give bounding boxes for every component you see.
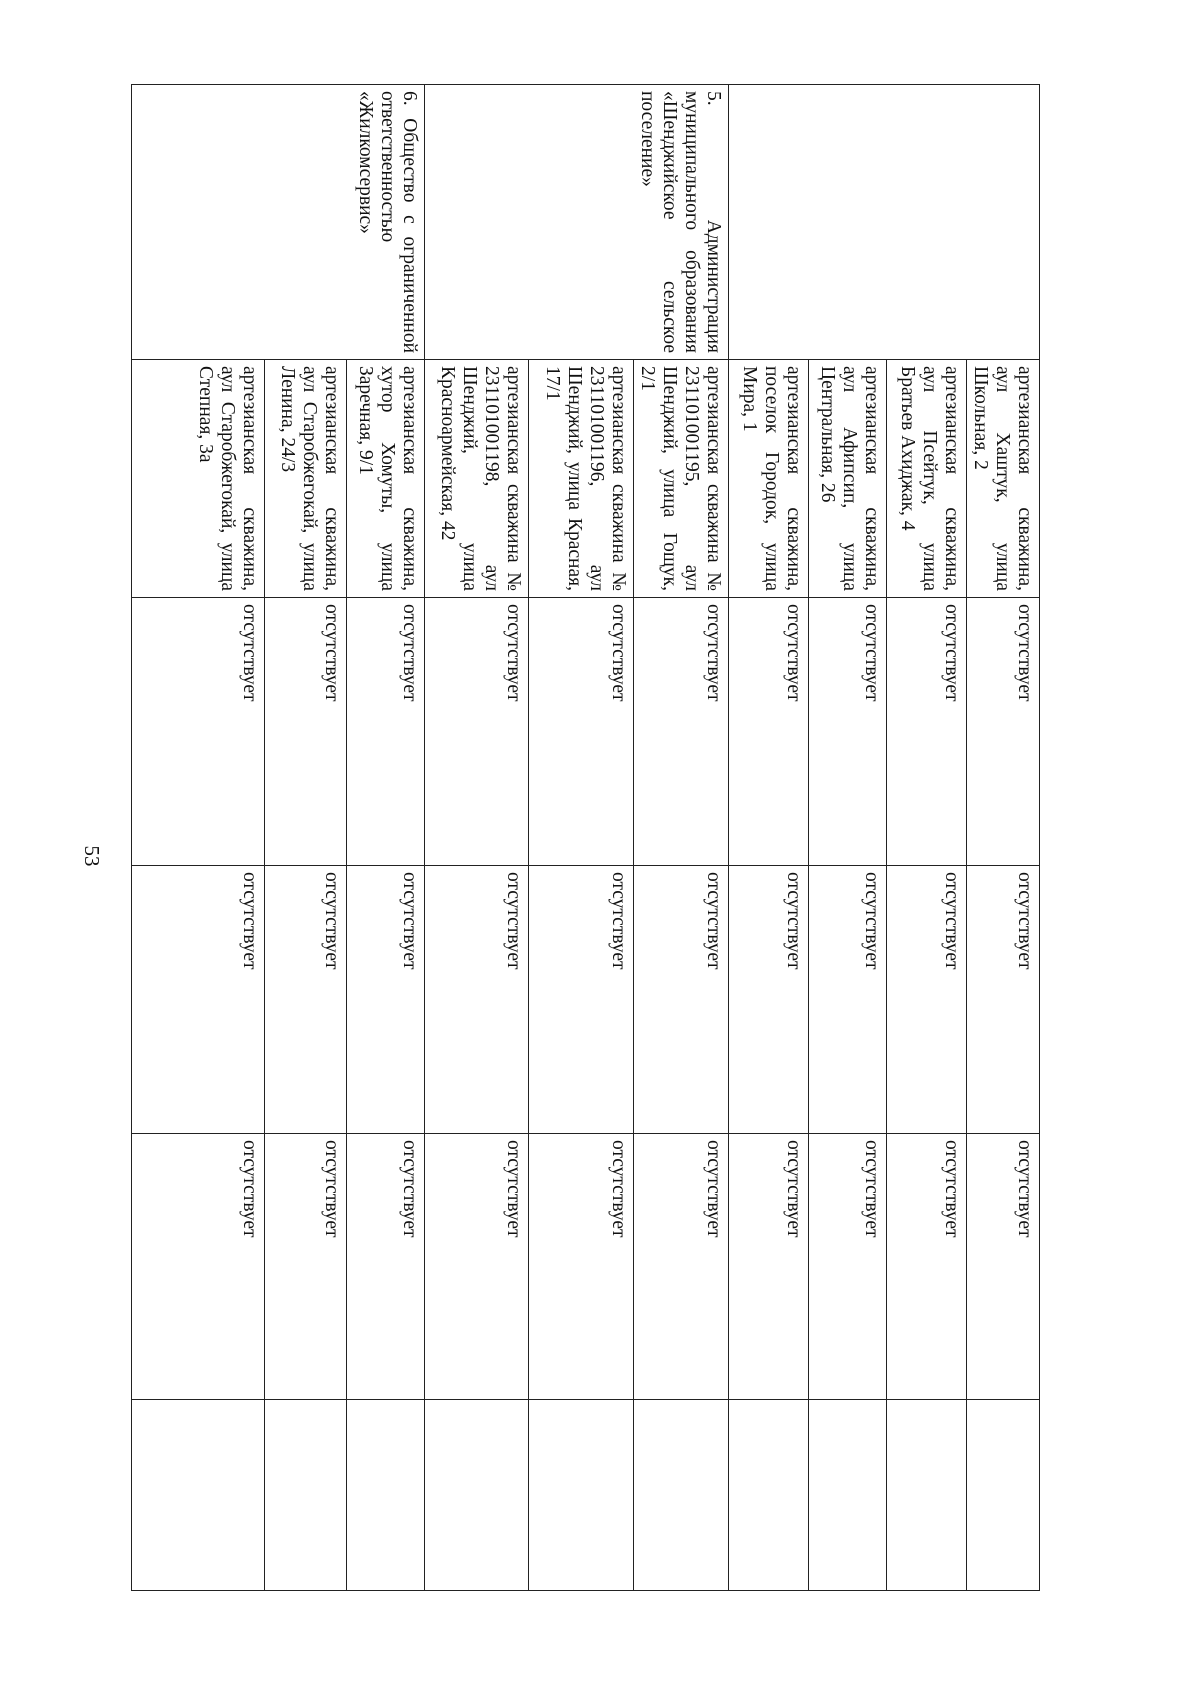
col3-cell: отсутствует (264, 598, 346, 866)
col5-cell: отсутствует (728, 1134, 808, 1400)
facility-cell: артезианская скважина, хутор Хомуты, улица Заречная, 9/1 (346, 360, 424, 598)
col5-cell: отсутствует (131, 1134, 264, 1400)
col5-cell: отсутствует (528, 1134, 633, 1400)
col3-cell: отсутствует (346, 598, 424, 866)
facility-cell: артезианская скважина, аул Хаштук, улица Школьная, 2 (966, 360, 1039, 598)
col6-cell (131, 1400, 264, 1591)
col3-cell: отсутствует (633, 598, 728, 866)
water-sources-table (131, 84, 1040, 1591)
facility-cell: артезианская скважина, аул Афипсип, улица Центральная, 26 (808, 360, 886, 598)
col5-cell: отсутствует (886, 1134, 966, 1400)
organization-cell: 6. Общество с ограниченной ответственностью «Жилкомсервис» (131, 85, 424, 360)
table-row (346, 85, 424, 1591)
col4-cell: отсутствует (633, 866, 728, 1134)
facility-cell: артезианская скважина № 231101001198, аул Шенджий, улица Красноармейская, 42 (424, 360, 528, 598)
facility-cell: артезианская скважина, аул Псейтук, улица Братьев Ахиджак, 4 (886, 360, 966, 598)
col5-cell: отсутствует (264, 1134, 346, 1400)
col3-cell: отсутствует (424, 598, 528, 866)
col4-cell: отсутствует (886, 866, 966, 1134)
col3-cell: отсутствует (131, 598, 264, 866)
col4-cell: отсутствует (528, 866, 633, 1134)
col6-cell (424, 1400, 528, 1591)
col6-cell (633, 1400, 728, 1591)
col4-cell: отсутствует (728, 866, 808, 1134)
col4-cell: отсутствует (424, 866, 528, 1134)
col3-cell: отсутствует (886, 598, 966, 866)
facility-cell: артезианская скважина № 231101001195, аул Шенджий, улица Гощук, 2/1 (633, 360, 728, 598)
facility-cell: артезианская скважина, аул Старобжегокай, улица Ленина, 24/3 (264, 360, 346, 598)
facility-cell: артезианская скважина № 231101001196, аул Шенджий, улица Красная, 17/1 (528, 360, 633, 598)
facility-cell: артезианская скважина, поселок Городок, улица Мира, 1 (728, 360, 808, 598)
table-row (966, 85, 1039, 1591)
organization-cell (728, 85, 1039, 360)
col5-cell: отсутствует (808, 1134, 886, 1400)
col5-cell: отсутствует (424, 1134, 528, 1400)
col3-cell: отсутствует (528, 598, 633, 866)
col4-cell: отсутствует (131, 866, 264, 1134)
col6-cell (728, 1400, 808, 1591)
col3-cell: отсутствует (966, 598, 1039, 866)
col4-cell: отсутствует (808, 866, 886, 1134)
col3-cell: отсутствует (808, 598, 886, 866)
col5-cell: отсутствует (346, 1134, 424, 1400)
col3-cell: отсутствует (728, 598, 808, 866)
col6-cell (966, 1400, 1039, 1591)
rotated-table-sheet (170, 84, 1040, 1590)
col4-cell: отсутствует (966, 866, 1039, 1134)
page-number: 53 (80, 845, 105, 867)
organization-cell: 5. Администрация муниципального образования «Шенджийское сельское поселение» (424, 85, 728, 360)
table-row (633, 85, 728, 1591)
col6-cell (886, 1400, 966, 1591)
col6-cell (346, 1400, 424, 1591)
facility-cell: артезианская скважина, аул Старобжегокай, улица Степная, 3а (131, 360, 264, 598)
col6-cell (264, 1400, 346, 1591)
col6-cell (808, 1400, 886, 1591)
col6-cell (528, 1400, 633, 1591)
col5-cell: отсутствует (633, 1134, 728, 1400)
col5-cell: отсутствует (966, 1134, 1039, 1400)
col4-cell: отсутствует (346, 866, 424, 1134)
col4-cell: отсутствует (264, 866, 346, 1134)
